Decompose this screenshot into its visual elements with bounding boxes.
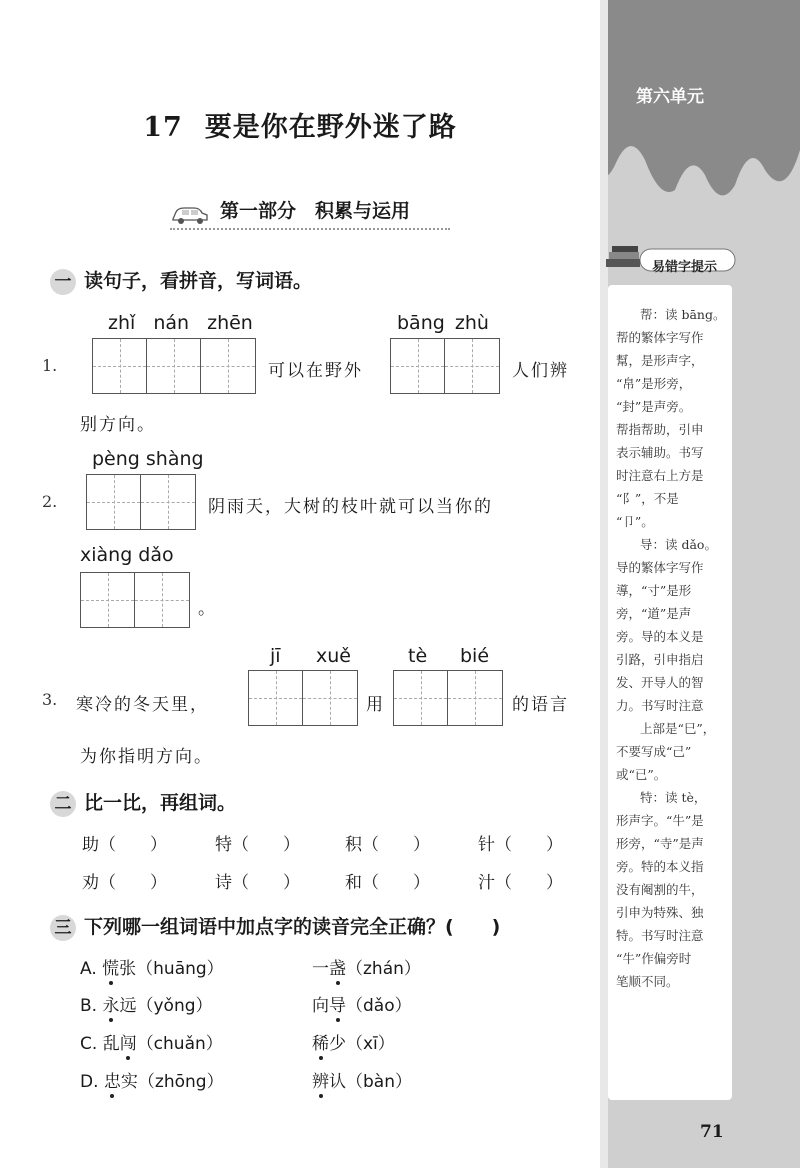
page-number: 71 — [700, 1122, 724, 1142]
tip-line: 没有阉割的牛， — [616, 882, 704, 897]
q3-text-start: 寒冷的冬天里， — [76, 695, 209, 715]
tip-line: 旁，“道”是声 — [616, 606, 692, 621]
option-a[interactable]: A. 慌张（huāng） — [80, 959, 224, 979]
tip-line: “阝”，不是 — [616, 491, 679, 506]
section-2-badge: 二 — [50, 791, 76, 817]
q2-text: 阴雨天，大树的枝叶就可以当你的 — [208, 497, 493, 517]
part-divider — [170, 228, 450, 230]
tip-line: 时注意右上方是 — [616, 468, 704, 483]
option-a-word-2: 一盏（zhán） — [312, 959, 421, 979]
lesson-title-text: 要是你在野外迷了路 — [204, 112, 457, 143]
section-3-heading — [50, 912, 500, 941]
q3-text-end: 的语言 — [512, 695, 569, 715]
tip-line: 帮的繁体字写作 — [616, 330, 704, 345]
compare-item[interactable]: 积（ ） — [345, 835, 430, 855]
tip-line: 導，“寸”是形 — [616, 583, 692, 598]
q1-answer-grid-2[interactable] — [390, 338, 500, 394]
compare-item[interactable]: 特（ ） — [215, 835, 300, 855]
q2-pinyin-1: pèng shàng — [92, 448, 204, 470]
tip-line: 笔顺不同。 — [616, 974, 679, 989]
compare-item[interactable]: 劝（ ） — [82, 873, 167, 893]
compare-item[interactable]: 汁（ ） — [478, 873, 563, 893]
section-2-title: 比一比，再组词。 — [84, 792, 237, 814]
tip-title: 易错字提示 — [652, 260, 718, 275]
tip-line: 特：读 tè， — [640, 790, 707, 805]
section-1-title: 读句子，看拼音，写词语。 — [84, 270, 313, 292]
tip-line: 引申为特殊、独 — [616, 905, 704, 920]
option-c[interactable]: C. 乱闯（chuǎn） — [80, 1034, 223, 1054]
section-1-badge: 一 — [50, 269, 76, 295]
tip-line: 帮指帮助，引申 — [616, 422, 704, 437]
q2-number: 2. — [42, 492, 58, 511]
section-1-heading — [50, 266, 312, 295]
q1-text-cont: 别方向。 — [80, 415, 156, 435]
tip-line: 幫，是形声字， — [616, 353, 704, 368]
q1-text-mid: 可以在野外 — [268, 361, 363, 381]
tip-line: 上部是“巳”， — [640, 721, 716, 736]
tip-line: 旁。特的本义指 — [616, 859, 704, 874]
compare-item[interactable]: 诗（ ） — [215, 873, 300, 893]
tip-box — [608, 285, 732, 1100]
option-b[interactable]: B. 永远（yǒng） — [80, 996, 213, 1016]
q3-number: 3. — [42, 690, 58, 709]
tip-line: 帮：读 bāng。 — [640, 307, 726, 322]
tip-line: “卩”。 — [616, 514, 654, 529]
tip-line: 不要写成“己” — [616, 744, 692, 759]
q3-pinyin-1b: xuě — [316, 645, 351, 667]
option-d[interactable]: D. 忠实（zhōng） — [80, 1072, 224, 1092]
tip-line: 旁。导的本义是 — [616, 629, 704, 644]
compare-item[interactable]: 针（ ） — [478, 835, 563, 855]
q1-pinyin-1: zhǐ nán zhēn — [108, 312, 253, 334]
q2-pinyin-2: xiàng dǎo — [80, 544, 174, 566]
tip-line: 引路，引申指启 — [616, 652, 704, 667]
option-b-word-2: 向导（dǎo） — [312, 996, 412, 1016]
part-heading: 第一部分 积累与运用 — [219, 200, 410, 222]
section-3-badge: 三 — [50, 915, 76, 941]
lesson-number: 17 — [143, 112, 183, 143]
q3-answer-grid-2[interactable] — [393, 670, 503, 726]
q1-number: 1. — [42, 356, 58, 375]
tip-line: 导：读 dǎo。 — [640, 537, 717, 552]
q2-text-end: 。 — [198, 599, 217, 619]
tip-line: “牛”作偏旁时 — [616, 951, 692, 966]
unit-label: 第六单元 — [636, 87, 704, 107]
q1-text-end: 人们辨 — [512, 361, 569, 381]
tip-line: “帛”是形旁， — [616, 376, 692, 391]
tip-line: 特。书写时注意 — [616, 928, 704, 943]
q3-pinyin-2b: bié — [460, 645, 490, 667]
q3-text-cont: 为你指明方向。 — [80, 747, 213, 767]
compare-item[interactable]: 助（ ） — [82, 835, 167, 855]
q2-answer-grid-1[interactable] — [86, 474, 196, 530]
tip-line: 力。书写时注意 — [616, 698, 704, 713]
q2-answer-grid-2[interactable] — [80, 572, 190, 628]
option-c-word-2: 稀少（xī） — [312, 1034, 395, 1054]
section-3-title: 下列哪一组词语中加点字的读音完全正确？( ) — [84, 916, 501, 938]
q1-pinyin-2: bāng zhù — [397, 312, 489, 334]
tip-line: 或“已”。 — [616, 767, 667, 782]
books-icon — [606, 246, 640, 267]
q3-pinyin-1a: jī — [270, 645, 281, 667]
tip-line: “封”是声旁。 — [616, 399, 692, 414]
option-d-word-2: 辨认（bàn） — [312, 1072, 412, 1092]
tip-line: 形旁，“寺”是声 — [616, 836, 704, 851]
tip-line: 形声字。“牛”是 — [616, 813, 704, 828]
lesson-title — [0, 105, 600, 144]
q3-pinyin-2a: tè — [408, 645, 428, 667]
tip-line: 发、开导人的智 — [616, 675, 704, 690]
tip-line: 导的繁体字写作 — [616, 560, 704, 575]
q3-text-mid: 用 — [366, 695, 385, 715]
section-2-heading — [50, 788, 236, 817]
q1-answer-grid-1[interactable] — [92, 338, 256, 394]
compare-item[interactable]: 和（ ） — [345, 873, 430, 893]
q3-answer-grid-1[interactable] — [248, 670, 358, 726]
tip-line: 表示辅助。书写 — [616, 445, 704, 460]
